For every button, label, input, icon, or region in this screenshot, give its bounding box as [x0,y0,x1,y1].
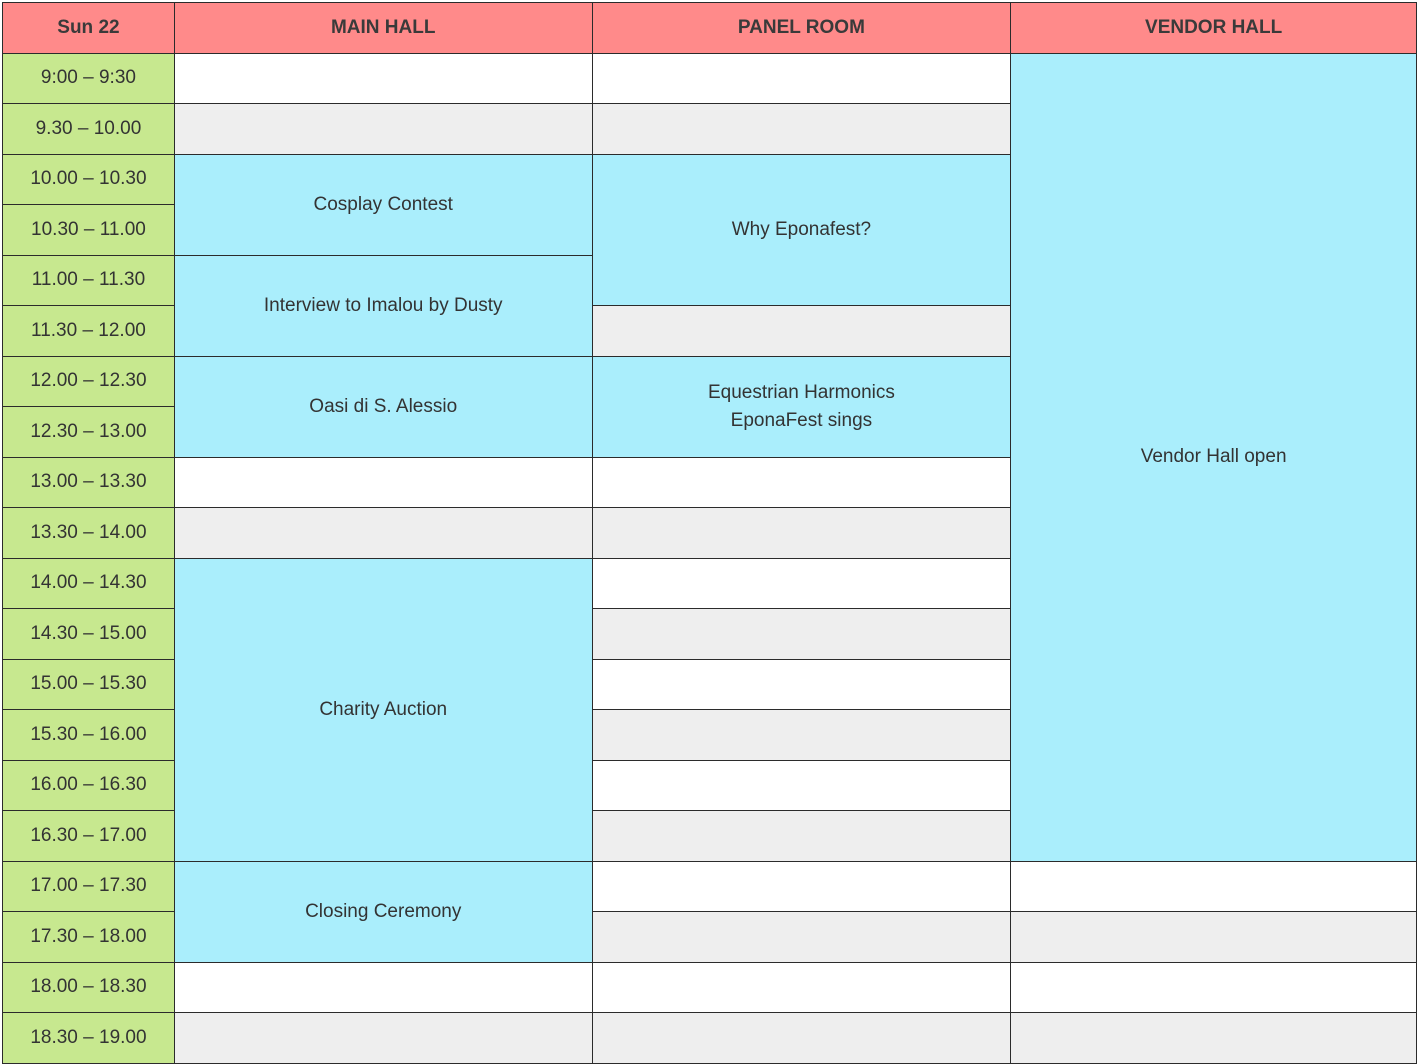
empty-slot[interactable] [1011,1013,1417,1064]
header-row [3,3,1417,54]
schedule-table [2,2,1417,1064]
time-slot: 17.30 – 18.00 [3,912,175,963]
time-slot: 11.00 – 11.30 [3,255,175,306]
time-slot: 10.30 – 11.00 [3,205,175,256]
time-slot: 13.30 – 14.00 [3,508,175,559]
time-slot: 18.30 – 19.00 [3,1013,175,1064]
empty-slot[interactable] [592,609,1011,660]
event-interview[interactable]: Interview to Imalou by Dusty [174,255,592,356]
event-why-eponafest[interactable]: Why Eponafest? [592,154,1011,306]
empty-slot[interactable] [174,508,592,559]
time-slot: 16.00 – 16.30 [3,760,175,811]
empty-slot[interactable] [592,457,1011,508]
empty-slot[interactable] [592,760,1011,811]
empty-slot[interactable] [1011,912,1417,963]
empty-slot[interactable] [592,306,1011,357]
empty-slot[interactable] [592,710,1011,761]
room-header-main-hall: MAIN HALL [174,3,592,54]
event-equestrian-harmonics[interactable] [592,356,1011,457]
time-slot: 18.00 – 18.30 [3,962,175,1013]
table-row [3,962,1417,1013]
empty-slot[interactable] [592,861,1011,912]
empty-slot[interactable] [592,508,1011,559]
day-header: Sun 22 [3,3,175,54]
empty-slot[interactable] [592,962,1011,1013]
event-charity-auction[interactable]: Charity Auction [174,558,592,861]
empty-slot[interactable] [592,558,1011,609]
empty-slot[interactable] [174,1013,592,1064]
event-subtitle-line: EponaFest sings [730,409,873,431]
table-row [3,53,1417,104]
time-slot: 13.00 – 13.30 [3,457,175,508]
time-slot: 10.00 – 10.30 [3,154,175,205]
empty-slot[interactable] [592,811,1011,862]
time-slot: 11.30 – 12.00 [3,306,175,357]
empty-slot[interactable] [592,659,1011,710]
empty-slot[interactable] [592,912,1011,963]
empty-slot[interactable] [592,53,1011,104]
room-header-vendor-hall: VENDOR HALL [1011,3,1417,54]
empty-slot[interactable] [1011,962,1417,1013]
empty-slot[interactable] [174,53,592,104]
time-slot: 12.00 – 12.30 [3,356,175,407]
room-header-panel-room: PANEL ROOM [592,3,1011,54]
time-slot: 15.30 – 16.00 [3,710,175,761]
empty-slot[interactable] [174,457,592,508]
time-slot: 12.30 – 13.00 [3,407,175,458]
time-slot: 14.00 – 14.30 [3,558,175,609]
time-slot: 17.00 – 17.30 [3,861,175,912]
event-closing-ceremony[interactable]: Closing Ceremony [174,861,592,962]
table-row [3,1013,1417,1064]
empty-slot[interactable] [174,962,592,1013]
event-vendor-hall-open[interactable]: Vendor Hall open [1011,53,1417,861]
empty-slot[interactable] [174,104,592,155]
time-slot: 16.30 – 17.00 [3,811,175,862]
time-slot: 9:00 – 9:30 [3,53,175,104]
event-cosplay-contest[interactable]: Cosplay Contest [174,154,592,255]
time-slot: 9.30 – 10.00 [3,104,175,155]
time-slot: 14.30 – 15.00 [3,609,175,660]
table-row [3,861,1417,912]
event-title-line: Equestrian Harmonics [707,381,895,403]
event-oasi[interactable]: Oasi di S. Alessio [174,356,592,457]
time-slot: 15.00 – 15.30 [3,659,175,710]
empty-slot[interactable] [592,1013,1011,1064]
empty-slot[interactable] [1011,861,1417,912]
empty-slot[interactable] [592,104,1011,155]
